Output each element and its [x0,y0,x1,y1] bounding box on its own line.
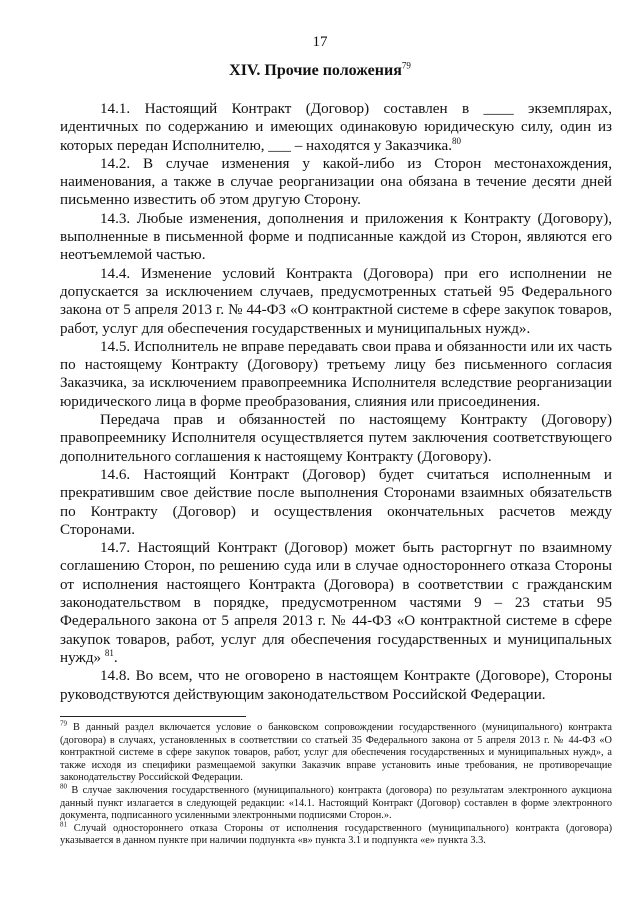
paragraph-14-1 [60,100,612,155]
paragraph-text: 14.7. Настоящий Контракт (Договор) может быть расторгнут по взаимному соглашению Сторон, по решению суда или в случае одностороннего отказа Стороны от исполнения настоящего Контракта (Договора) в соответствии с гражданским законодательством в порядке, предусмотренном частями 9 – 23 статьи 95 Федерального закона от 5 апреля 2013 г. № 44-ФЗ «О контрактной системе в сфере закупок товаров, работ, услуг для обеспечения государственных и муниципальных нужд» [60,540,612,666]
footnote-81 [60,820,612,848]
paragraph-text: 14.4. Изменение условий Контракта (Договора) при его исполнении не допускается за исключением случаев, предусмотренных статьей 95 Федерального закона от 5 апреля 2013 г. № 44-ФЗ «О контрактной системе в сфере закупок товаров, работ, услуг для обеспечения государственных и муниципальных нужд». [60,265,612,337]
section-title-text: XIV. Прочие положения [229,62,402,79]
paragraph-suffix: . [113,649,118,666]
footnote-text: Случай одностороннего отказа Стороны от исполнения государственного (муниципального) контракта (договора) указывается в данном пункте при наличии подпункта «в» пункта 3.1 и подпункта «е» пункта 3.3. [60,822,612,847]
body-text [60,100,612,704]
paragraph-14-4 [60,265,612,338]
paragraph-14-3 [60,210,612,265]
footnote-ref-79[interactable]: 79 [401,60,411,71]
footnotes [60,719,612,848]
paragraph-text: 14.1. Настоящий Контракт (Договор) составлен в ____ экземплярах, идентичных по содержанию и имеющих одинаковую юридическую силу, один из которых передан Исполнителю, ___ – находятся у Заказчика. [60,101,612,154]
footnote-divider [60,716,246,717]
footnote-ref-80[interactable]: 80 [452,135,461,146]
footnote-text: В данный раздел включается условие о банковском сопровождении государственного (муниципального) контракта (договора) в случаях, установленных в соответствии со статьей 35 Федерального закона от 5 апреля 2013 г. № 44-ФЗ «О контрактной системе в сфере закупок товаров, работ, услуг для обеспечения государственных и муниципальных нужд», а также исходя из специфики размещаемой закупки Заказчик вправе установить иные требования, не противоречащие законодательству Российской Федерации. [60,722,612,784]
paragraph-text: Передача прав и обязанностей по настоящему Контракту (Договору) правопреемнику Исполнителя осуществляется путем заключения соответствующего дополнительного соглашения к настоящему Контракту (Договору). [60,412,612,465]
paragraph-text: 14.2. В случае изменения у какой-либо из Сторон местонахождения, наименования, а также в случае реорганизации она обязана в течение десяти дней письменно известить об этом другую Сторону. [60,155,612,209]
paragraph-text: 14.3. Любые изменения, дополнения и приложения к Контракту (Договору), выполненные в письменной форме и подписанные каждой из Сторон, являются его неотъемлемой частью. [60,210,612,264]
paragraph-14-8 [60,667,612,704]
footnote-79 [60,719,612,785]
footnote-mark: 80 [60,782,67,791]
section-title [0,62,640,80]
paragraph-14-2 [60,155,612,210]
footnote-mark: 81 [60,820,67,829]
paragraph-14-5-transfer [60,411,612,466]
footnote-ref-81[interactable]: 81 [104,647,114,658]
paragraph-text: 14.8. Во всем, что не оговорено в настоящем Контракте (Договоре), Стороны руководствуются действующим законодательством Российской Федерации. [60,668,612,703]
page-number: 17 [312,34,328,50]
paragraph-text: 14.5. Исполнитель не вправе передавать свои права и обязанности или их часть по настоящему Контракту (Договору) третьему лицу без письменного согласия Заказчика, за исключением правопреемника Исполнителя вследствие реорганизации юридического лица в форме преобразования, слияния или присоединения. [60,338,612,410]
footnote-80 [60,782,612,823]
footnote-text: В случае заключения государственного (муниципального) контракта (договора) по результатам электронного аукциона данный пункт излагается в следующей редакции: «14.1. Настоящий Контракт (Договор) составлен в форме электронного документа, подписанного усиленными электронными подписями Сторон.». [60,784,612,822]
paragraph-text: 14.6. Настоящий Контракт (Договор) будет считаться исполненным и прекратившим свое действие после выполнения Сторонами взаимных обязательств по Контракту (Договор) и осуществления окончательных расчетов между Сторонами. [60,466,612,538]
paragraph-14-6 [60,466,612,539]
paragraph-14-5 [60,338,612,411]
paragraph-14-7 [60,539,612,667]
footnote-mark: 79 [60,719,67,728]
